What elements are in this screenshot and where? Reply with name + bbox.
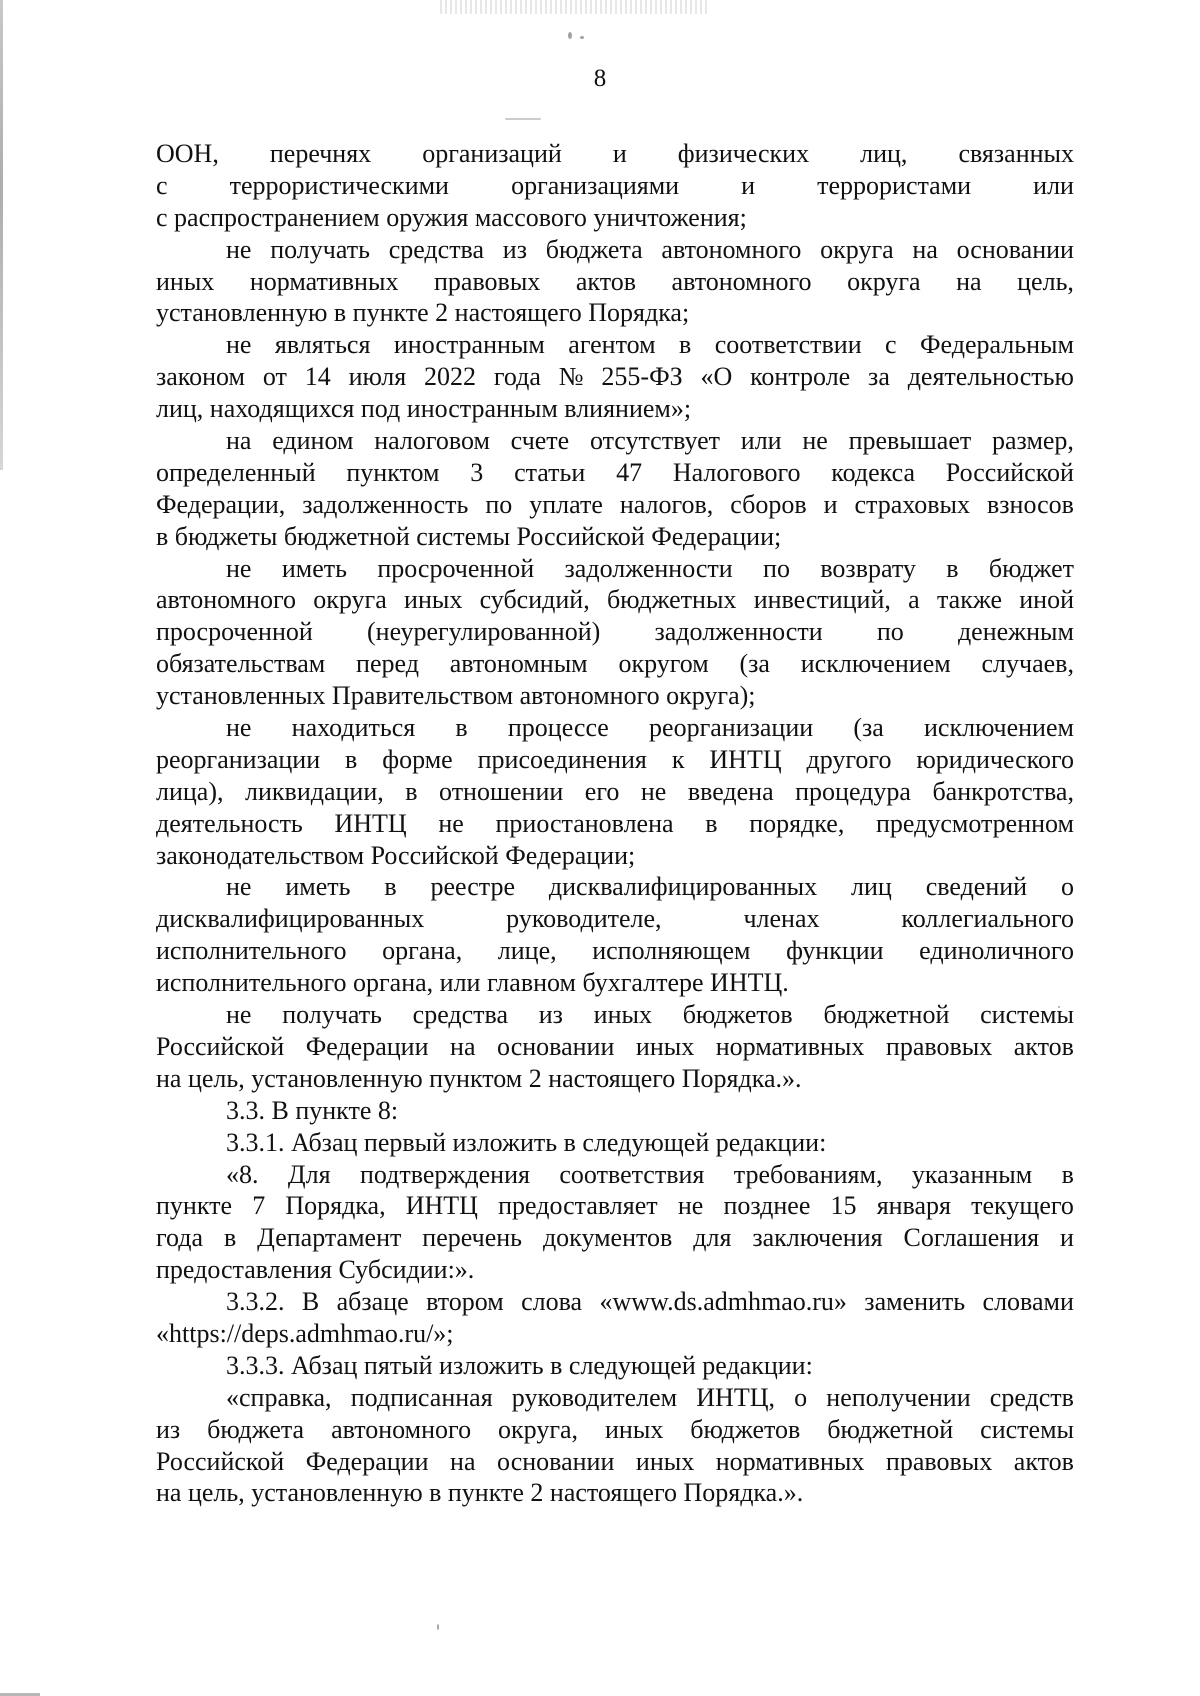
scan-smudge-artifact bbox=[440, 0, 710, 14]
page-number: 8 bbox=[593, 65, 607, 92]
text-line: реорганизации в форме присоединения к ИНТЦ другого юридического bbox=[156, 744, 1074, 774]
text-line: Федерации, задолженность по уплате налогов, сборов и страховых взносов bbox=[156, 489, 1074, 519]
text-line: на цель, установленную пунктом 2 настоящего Порядка.». bbox=[156, 1063, 802, 1093]
text-line: 3.3.1. Абзац первый изложить в следующей редакции: bbox=[226, 1127, 827, 1157]
text-line: в бюджеты бюджетной системы Российской Федерации; bbox=[156, 521, 782, 551]
text-line: автономного округа иных субсидий, бюджетных инвестиций, а также иной bbox=[156, 585, 1074, 615]
text-line: пункте 7 Порядка, ИНТЦ предоставляет не позднее 15 января текущего bbox=[156, 1191, 1074, 1221]
text-line: лица), ликвидации, в отношении его не введена процедура банкротства, bbox=[156, 776, 1074, 806]
text-line: законодательством Российской Федерации; bbox=[156, 840, 636, 870]
text-line: ООН, перечнях организаций и физических лиц, связанных bbox=[156, 139, 1074, 168]
text-line: Российской Федерации на основании иных нормативных правовых актов bbox=[156, 1031, 1074, 1061]
text-line: из бюджета автономного округа, иных бюджетов бюджетной системы bbox=[156, 1414, 1074, 1444]
text-line: не получать средства из бюджета автономного округа на основании bbox=[226, 234, 1074, 264]
scan-speck bbox=[568, 32, 572, 39]
text-line: с распространением оружия массового уничтожения; bbox=[156, 202, 747, 232]
scan-speck bbox=[505, 118, 541, 120]
text-line: на цель, установленную в пункте 2 настоящего Порядка.». bbox=[156, 1478, 804, 1508]
text-line: не находиться в процессе реорганизации (за исключением bbox=[226, 713, 1074, 743]
text-line: деятельность ИНТЦ не приостановлена в порядке, предусмотренном bbox=[156, 808, 1074, 838]
text-line: установленных Правительством автономного округа); bbox=[156, 681, 756, 711]
text-line: «8. Для подтверждения соответствия требованиям, указанным в bbox=[226, 1159, 1074, 1189]
text-line: «справка, подписанная руководителем ИНТЦ, о неполучении средств bbox=[226, 1382, 1074, 1412]
text-line: года в Департамент перечень документов для заключения Соглашения и bbox=[156, 1223, 1074, 1253]
text-line: определенный пунктом 3 статьи 47 Налогового кодекса Российской bbox=[156, 457, 1074, 487]
text-line: 3.3.3. Абзац пятый изложить в следующей редакции: bbox=[226, 1350, 813, 1380]
text-line: законом от 14 июля 2022 года № 255-ФЗ «О контроле за деятельностью bbox=[156, 362, 1074, 392]
text-line: лиц, находящихся под иностранным влиянием»; bbox=[156, 394, 692, 424]
text-line: обязательствам перед автономным округом (за исключением случаев, bbox=[156, 649, 1074, 679]
text-line: не иметь в реестре дисквалифицированных лиц сведений о bbox=[226, 872, 1074, 902]
text-line: дисквалифицированных руководителе, членах коллегиального bbox=[156, 904, 1074, 934]
text-line: иных нормативных правовых актов автономного округа на цель, bbox=[156, 266, 1074, 296]
text-line: просроченной (неурегулированной) задолженности по денежным bbox=[156, 617, 1074, 647]
text-line: с террористическими организациями и террористами или bbox=[156, 170, 1074, 200]
text-line: исполнительного органа, лице, исполняющем функции единоличного bbox=[156, 936, 1074, 966]
text-line: не являться иностранным агентом в соответствии с Федеральным bbox=[226, 330, 1074, 360]
text-line: не получать средства из иных бюджетов бюджетной системы bbox=[226, 1000, 1074, 1030]
text-line: Российской Федерации на основании иных нормативных правовых актов bbox=[156, 1446, 1074, 1476]
text-line: «https://deps.admhmao.ru/»; bbox=[156, 1318, 454, 1348]
text-line: установленную в пункте 2 настоящего Порядка; bbox=[156, 298, 690, 328]
text-line: не иметь просроченной задолженности по возврату в бюджет bbox=[226, 553, 1074, 583]
text-line: исполнительного органа, или главном бухгалтере ИНТЦ. bbox=[156, 968, 789, 998]
scan-speck bbox=[580, 36, 584, 39]
text-line: на едином налоговом счете отсутствует или не превышает размер, bbox=[226, 426, 1074, 456]
text-line: 3.3.2. В абзаце втором слова «www.ds.admhmao.ru» заменить словами bbox=[226, 1287, 1074, 1317]
scan-speck bbox=[437, 1624, 439, 1630]
text-line: 3.3. В пункте 8: bbox=[226, 1095, 399, 1125]
document-body bbox=[156, 138, 1074, 1509]
text-line: предоставления Субсидии:». bbox=[156, 1255, 475, 1285]
